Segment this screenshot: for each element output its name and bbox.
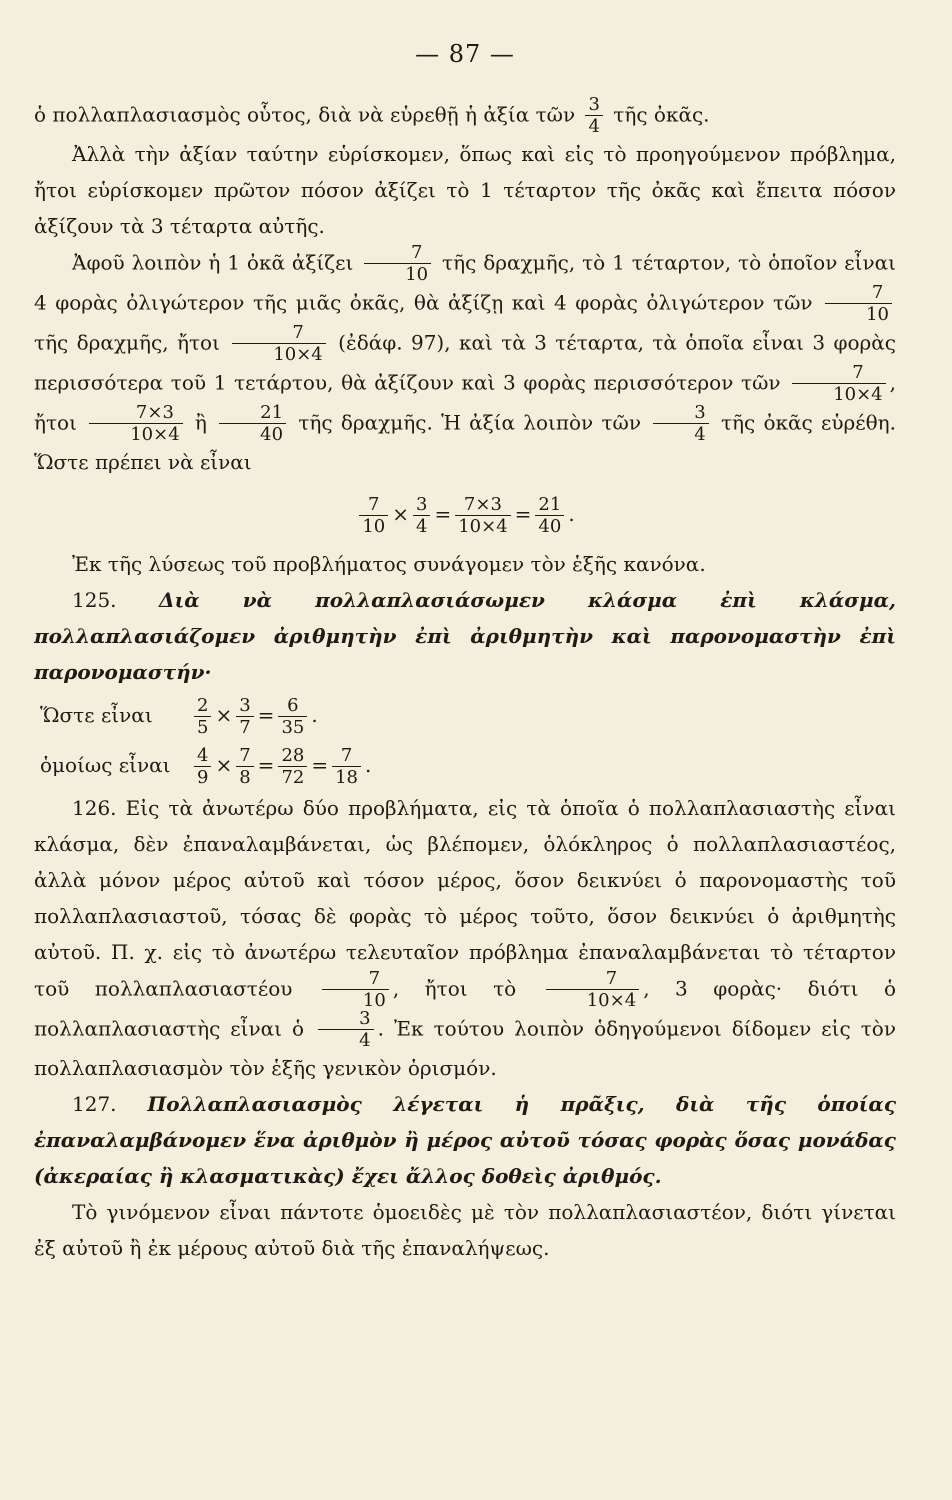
fraction-7-8: $\frac{7}{8}$	[236, 747, 253, 787]
fraction-7-10: $\frac{7}{10}$	[825, 284, 892, 324]
fraction-3-4: $\frac{3}{4}$	[585, 96, 602, 136]
paragraph-product: Τὸ γινόμενον εἶναι πάντοτε ὁμοειδὲς μὲ τὸν πολλαπλασιαστέον, διότι γίνεται ἐξ αὐτοῦ ἢ ἐκ μέρους αὐτοῦ διὰ τῆς ἐπαναλήψεως.	[34, 1200, 896, 1260]
section-126: 126. Εἰς τὰ ἀνωτέρω δύο προβλήματα, εἰς τὰ ὁποῖα ὁ πολλαπλασιαστὴς εἶναι κλάσμα, δὲν ἐπαναλαμβάνεται, ὡς βλέπομεν, ὁλόκληρος ὁ πολλαπλασιαστέος, ἀλλὰ μόνον μέρος αὐτοῦ καὶ τόσον μέρος, ὅσον δεικνύει ὁ παρονομαστὴς τοῦ πολλαπλασιαστοῦ, τόσας δὲ φορὰς τὸ μέρος τοῦτο, ὅσον δεικνύει ὁ ἀριθμητὴς αὐτοῦ. Π. χ. εἰς τὸ ἀνωτέρω τελευταῖον πρόβλημα ἐπαναλαμβάνεται τὸ τέταρτον τοῦ πολλαπλασιαστέου $\frac{7}{10}$ , ἤτοι τὸ $\frac{7}{10\times 4}$ , 3 φορὰς· διότι ὁ πολλαπλασιαστὴς εἶναι ὁ $\frac{3}{4}$ . Ἐκ τούτου λοιπὸν ὁδηγούμενοι δίδομεν εἰς τὸν πολλαπλασιασμὸν τὸν ἑξῆς γενικὸν ὁρισμόν.	[34, 796, 897, 1080]
section-125: 125. Διὰ νὰ πολλαπλασιάσωμεν κλάσμα ἐπὶ κλάσμα, πολλαπλασιάζομεν ἀριθμητὴν ἐπὶ ἀριθμητὴν καὶ παρονομαστὴν ἐπὶ παρονομαστήν·	[34, 588, 896, 684]
fraction-7x3-10x4: $\frac{7\times 3}{10\times 4}$	[89, 404, 182, 444]
fraction-7-18: $\frac{7}{18}$	[332, 747, 361, 787]
paragraph-rule-intro: Ἐκ τῆς λύσεως τοῦ προβλήματος συνάγομεν τὸν ἑξῆς κανόνα.	[72, 552, 706, 576]
fraction-7-10x4: $\frac{7}{10\times 4}$	[546, 970, 639, 1010]
fraction-7-10: $\frac{7}{10}$	[359, 496, 388, 536]
fraction-21-40: $\frac{21}{40}$	[219, 404, 286, 444]
fraction-7-10x4: $\frac{7}{10\times 4}$	[232, 324, 325, 364]
fraction-4-9: $\frac{4}{9}$	[194, 747, 211, 787]
example-1: Ὥστε εἶναι $\frac{2}{5}$ × $\frac{3}{7}$ = $\frac{6}{35}$ .	[40, 694, 318, 738]
rule-125: Διὰ νὰ πολλαπλασιάσωμεν κλάσμα ἐπὶ κλάσμα, πολλαπλασιάζομεν ἀριθμητὴν ἐπὶ ἀριθμητὴν καὶ παρονομαστὴν ἐπὶ παρονομαστήν·	[34, 588, 896, 684]
definition-127: Πολλαπλασιασμὸς λέγεται ἡ πρᾶξις, διὰ τῆς ὁποίας ἐπαναλαμβάνομεν ἕνα ἀριθμὸν ἢ μέρος αὐτοῦ τόσας φορὰς ὅσας μονάδας (ἀκεραίας ἢ κλασματικὰς) ἔχει ἄλλος δοθεὶς ἀριθμός.	[34, 1092, 896, 1188]
fraction-3-4: $\frac{3}{4}$	[653, 404, 708, 444]
fraction-28-72: $\frac{28}{72}$	[278, 747, 307, 787]
fraction-2-5: $\frac{2}{5}$	[194, 697, 211, 737]
fraction-7x3-10x4: $\frac{7\times 3}{10\times 4}$	[455, 496, 510, 536]
fraction-21-40: $\frac{21}{40}$	[535, 496, 564, 536]
equation-main: $\frac{7}{10}$ × $\frac{3}{4}$ = $\frac{7\times 3}{10\times 4}$ = $\frac{21}{40}$ .	[34, 486, 896, 542]
fraction-3-4: $\frac{3}{4}$	[318, 1010, 373, 1050]
fraction-3-4: $\frac{3}{4}$	[413, 496, 430, 536]
page-number: — 87 —	[415, 40, 515, 68]
book-page	[34, 40, 896, 1266]
paragraph-intro-end: ὁ πολλαπλασιασμὸς οὗτος, διὰ νὰ εὑρεθῇ ἡ ἀξία τῶν $\frac{3}{4}$ τῆς ὀκᾶς.	[34, 94, 710, 137]
fraction-7-10: $\frac{7}{10}$	[364, 244, 431, 284]
example-2: ὁμοίως εἶναι $\frac{4}{9}$ × $\frac{7}{8}$ = $\frac{28}{72}$ = $\frac{7}{18}$ .	[40, 744, 372, 788]
section-127: 127. Πολλαπλασιασμὸς λέγεται ἡ πρᾶξις, διὰ τῆς ὁποίας ἐπαναλαμβάνομεν ἕνα ἀριθμὸν ἢ μέρος αὐτοῦ τόσας φορὰς ὅσας μονάδας (ἀκεραίας ἢ κλασματικὰς) ἔχει ἄλλος δοθεὶς ἀριθμός.	[34, 1092, 896, 1188]
fraction-7-10x4: $\frac{7}{10\times 4}$	[792, 364, 885, 404]
paragraph-method: Ἀλλὰ τὴν ἀξίαν ταύτην εὑρίσκομεν, ὅπως καὶ εἰς τὸ προηγούμενον πρόβλημα, ἤτοι εὑρίσκομεν πρῶτον πόσον ἀξίζει τὸ 1 τέταρτον τῆς ὀκᾶς καὶ ἔπειτα πόσον ἀξίζουν τὰ 3 τέταρτα αὐτῆς.	[34, 142, 896, 238]
fraction-7-10: $\frac{7}{10}$	[322, 970, 389, 1010]
fraction-6-35: $\frac{6}{35}$	[278, 697, 307, 737]
fraction-3-7: $\frac{3}{7}$	[236, 697, 253, 737]
paragraph-solution: Ἀφοῦ λοιπὸν ἡ 1 ὀκᾶ ἀξίζει $\frac{7}{10}$ τῆς δραχμῆς, τὸ 1 τέταρτον, τὸ ὁποῖον εἶναι 4 φορὰς ὀλιγώτερον τῆς μιᾶς ὀκᾶς, θὰ ἀξίζῃ καὶ 4 φορὰς ὀλιγώτερον τῶν $\frac{7}{10}$ τῆς δραχμῆς, ἤτοι $\frac{7}{10\times 4}$ (ἐδάφ. 97), καὶ τὰ 3 τέταρτα, τὰ ὁποῖα εἶναι 3 φορὰς περισσότερα τοῦ 1 τετάρτου, θὰ ἀξίζουν καὶ 3 φορὰς περισσότερον τῶν $\frac{7}{10\times 4}$ , ἤτοι $\frac{7\times 3}{10\times 4}$ ἢ $\frac{21}{40}$ τῆς δραχμῆς. Ἡ ἀξία λοιπὸν τῶν $\frac{3}{4}$ τῆς ὀκᾶς εὑρέθη. Ὥστε πρέπει νὰ εἶναι	[34, 242, 897, 474]
